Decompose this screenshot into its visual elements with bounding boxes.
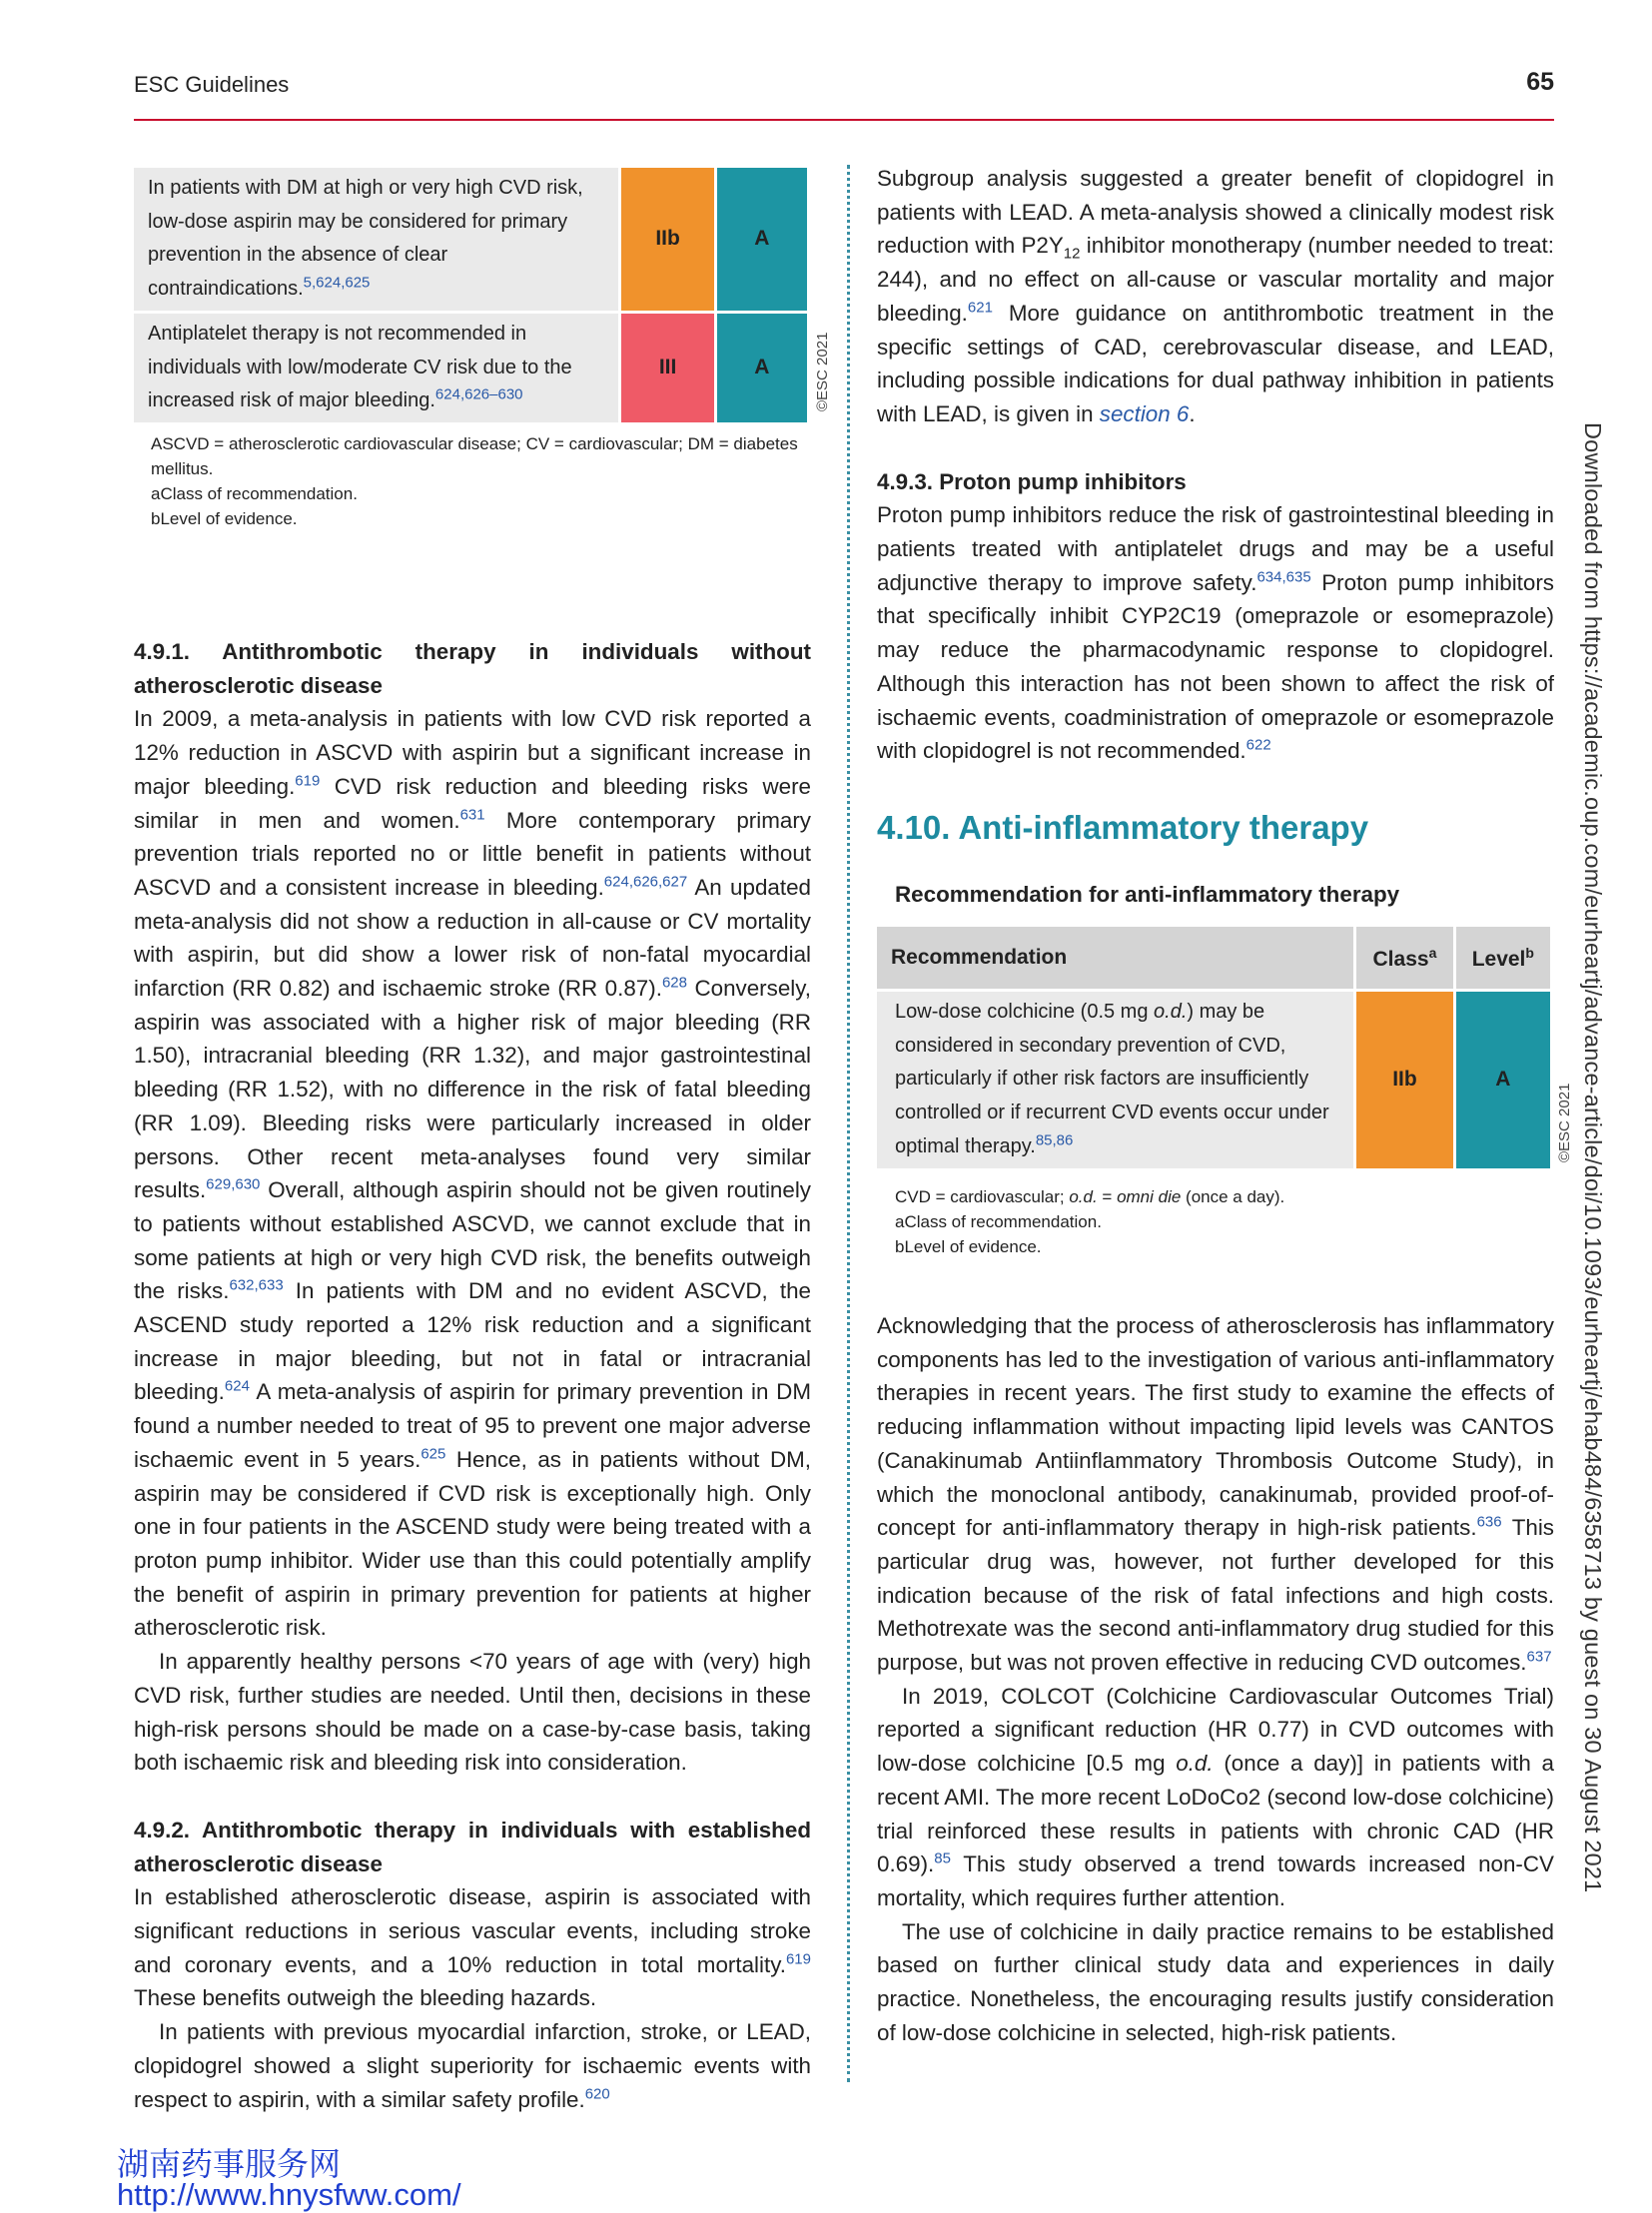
esc-copyright-tag: ©ESC 2021 xyxy=(814,332,831,411)
reference[interactable]: 637 xyxy=(1526,1648,1552,1666)
level-badge: A xyxy=(714,168,807,314)
journal-header: ESC Guidelines xyxy=(134,72,290,97)
reference[interactable]: 634,635 xyxy=(1256,568,1311,586)
recommendation-table-colchicine xyxy=(877,927,1550,1168)
footnote: bLevel of evidence. xyxy=(895,1237,1042,1256)
column-header: Level$^b$ xyxy=(1453,927,1550,992)
site-name: 湖南药事服务网 xyxy=(117,2145,342,2183)
paragraph: Proton pump inhibitors reduce the risk of gastrointestinal bleeding in patients treated with antiplatelet drugs and may be a useful adjunctive therapy to improve safety.$^{634,635}$ Proton pump inhibitors that specifically inhibit CYP2C19 (omeprazole or esomeprazole) may reduce the pharmacodynamic response to clopidogrel. Although this interaction has not been shown to affect the risk of ischaemic events, coadministration of omeprazole or esomeprazole with clopidogrel is not recommended.$^{622}$ xyxy=(877,502,1554,764)
site-url-link[interactable]: http://www.hnysfww.com/ xyxy=(117,2177,461,2212)
paragraph: Acknowledging that the process of atherosclerosis has inflammatory components has led to the investigation of various anti-inflammatory therapies in recent years. The first study to examine the effects of reducing inflammation without impacting lipid levels was CANTOS (Canakinumab Antiinflammatory Thrombosis Outcome Study), in which the monoclonal antibody, canakinumab, provided proof-of-concept for anti-inflammatory therapy in high-risk patients.$^{636}$ This particular drug was, however, not further developed for this indication because of the risk of fatal infections and high costs. Methotrexate was the second anti-inflammatory drug studied for this purpose, but was not proven effective in reducing CVD outcomes.$^{637}$ xyxy=(877,1313,1554,1676)
class-badge: IIb xyxy=(1353,992,1452,1168)
right-column-bottom xyxy=(877,1309,1554,2049)
column-header: Recommendation xyxy=(877,927,1353,992)
section-title: 4.10. Anti-inflammatory therapy xyxy=(877,809,1369,846)
table-row xyxy=(134,314,807,422)
section-heading: 4.9.1. Antithrombotic therapy in individuals without atherosclerotic disease xyxy=(134,639,811,698)
column-header: Class$^a$ xyxy=(1353,927,1452,992)
footnote: bLevel of evidence. xyxy=(151,509,298,528)
reference[interactable]: 632,633 xyxy=(229,1276,284,1294)
paragraph: In 2019, COLCOT (Colchicine Cardiovascular Outcomes Trial) reported a significant reduction (HR 0.77) in CVD outcomes with low-dose colchicine [0.5 mg o.d. (once a day)] in patients with a recent AMI. The more recent LoDoCo2 (second low-dose colchicine) trial reinforced these results in patients with chronic CAD (HR 0.69).$^{85}$ This study observed a trend towards increased non-CV mortality, which requires further attention. xyxy=(877,1683,1554,1910)
reference[interactable]: 621 xyxy=(967,299,993,317)
recommendation-text: Antiplatelet therapy is not recommended in individuals with low/moderate CV risk due to the increased risk of major bleeding.$^{624,626-630}$ xyxy=(134,314,618,422)
reference[interactable]: 628 xyxy=(661,974,687,992)
table-footnotes xyxy=(151,431,800,531)
reference[interactable]: 636 xyxy=(1476,1513,1502,1531)
table-row xyxy=(877,992,1550,1168)
footnote: ASCVD = atherosclerotic cardiovascular disease; CV = cardiovascular; DM = diabetes mellitus. xyxy=(151,434,798,478)
right-column-top xyxy=(877,162,1554,768)
page-number: 65 xyxy=(1526,68,1554,96)
class-badge: IIb xyxy=(618,168,713,314)
level-badge: A xyxy=(1453,992,1550,1168)
level-badge: A xyxy=(714,314,807,422)
recommendation-text: In patients with DM at high or very high CVD risk, low-dose aspirin may be considered for primary prevention in the absence of clear contraindications.$^{5,624,625}$ xyxy=(134,168,618,314)
header-rule xyxy=(134,119,1554,121)
column-divider xyxy=(847,165,850,2082)
reference[interactable]: 624,626–630 xyxy=(434,385,523,403)
section-link[interactable]: section 6 xyxy=(1099,400,1190,426)
section-heading: 4.9.2. Antithrombotic therapy in individuals with established atherosclerotic disease xyxy=(134,1817,811,1876)
reference[interactable]: 629,630 xyxy=(206,1175,261,1193)
reference[interactable]: 624 xyxy=(224,1378,250,1395)
paragraph: The use of colchicine in daily practice remains to be established based on further clinical study data and experiences in daily practice. Nonetheless, the encouraging results justify consideration of low-dose colchicine in selected, high-risk patients. xyxy=(877,1918,1554,2045)
reference[interactable]: 631 xyxy=(459,806,485,824)
paragraph: In established atherosclerotic disease, aspirin is associated with significant reductions in serious vascular events, including stroke and coronary events, and a 10% reduction in total mortality.$^{619}$ These benefits outweigh the bleeding hazards. xyxy=(134,1884,811,2011)
footnote: CVD = cardiovascular; o.d. = omni die (once a day). xyxy=(895,1187,1285,1206)
table-row xyxy=(134,168,807,314)
paragraph: In apparently healthy persons <70 years of age with (very) high CVD risk, further studies are needed. Until then, decisions in these high-risk persons should be made on a case-by-case basis, taking both ischaemic risk and bleeding risk into consideration. xyxy=(134,1649,811,1776)
paragraph: Subgroup analysis suggested a greater benefit of clopidogrel in patients with LEAD. A meta-analysis showed a clinically modest risk reduction with $P2Y_{12}$ inhibitor monotherapy (number needed to treat: 244), and no effect on all-cause or vascular mortality and major bleeding.$^{621}$ More guidance on antithrombotic treatment in the specific settings of CAD, cerebrovascular disease, and LEAD, including possible indications for dual pathway inhibition in patients with LEAD, is given in section 6. xyxy=(877,166,1554,426)
esc-copyright-tag: ©ESC 2021 xyxy=(1556,1083,1573,1162)
reference[interactable]: 622 xyxy=(1245,736,1271,754)
table-header-row xyxy=(877,927,1550,992)
footnote: aClass of recommendation. xyxy=(151,484,358,503)
paragraph: In patients with previous myocardial infarction, stroke, or LEAD, clopidogrel showed a slight superiority for ischaemic events with respect to aspirin, with a similar safety profile.$^{620}$ xyxy=(134,2019,811,2112)
reference[interactable]: 624,626,627 xyxy=(603,873,688,891)
download-watermark: Downloaded from https://academic.oup.com/eurheartj/advance-article/doi/10.1093/eurheartj/ehab484/6358713 by guest on 30 August 2021 xyxy=(1580,422,1606,1893)
footnote: aClass of recommendation. xyxy=(895,1212,1102,1231)
reference[interactable]: 619 xyxy=(785,1950,811,1968)
section-heading: 4.9.3. Proton pump inhibitors xyxy=(877,468,1187,494)
recommendation-text: Low-dose colchicine (0.5 mg o.d.) may be considered in secondary prevention of CVD, particularly if other risk factors are insufficiently controlled or if recurrent CVD events occur under optimal therapy.$^{85,86}$ xyxy=(877,992,1353,1168)
reference[interactable]: 620 xyxy=(584,2085,610,2103)
paragraph: In 2009, a meta-analysis in patients with low CVD risk reported a 12% reduction in ASCVD with aspirin but a significant increase in major bleeding.$^{619}$ CVD risk reduction and bleeding risks were similar in men and women.$^{631}$ More contemporary primary prevention trials reported no or little benefit in patients without ASCVD and a consistent increase in bleeding.$^{624,626,627}$ An updated meta-analysis did not show a reduction in all-cause or CV mortality with aspirin, but did show a lower risk of non-fatal myocardial infarction (RR 0.82) and ischaemic stroke (RR 0.87).$^{628}$ Conversely, aspirin was associated with a higher risk of major bleeding (RR 1.50), intracranial bleeding (RR 1.32), and major gastrointestinal bleeding (RR 1.52), with no difference in the risk of fatal bleeding (RR 1.09). Bleeding risks were particularly increased in older persons. Other recent meta-analyses found very similar results.$^{629,630}$ Overall, although aspirin should not be given routinely to patients without established ASCVD, we cannot exclude that in some patients at high or very high CVD risk, the benefits outweigh the risks.$^{632,633}$ In patients with DM and no evident ASCVD, the ASCEND study reported a 12% risk reduction and a significant increase in major bleeding, but not in fatal or intracranial bleeding.$^{624}$ A meta-analysis of aspirin for primary prevention in DM found a number needed to treat of 95 to prevent one major adverse ischaemic event in 5 years.$^{625}$ Hence, as in patients without DM, aspirin may be considered if CVD risk is exceptionally high. Only one in four patients in the ASCEND study were being treated with a proton pump inhibitor. Wider use than this could potentially amplify the benefit of aspirin in primary prevention for patients at higher atherosclerotic risk. xyxy=(134,706,811,1641)
reference[interactable]: 619 xyxy=(295,772,321,790)
reference[interactable]: 85 xyxy=(934,1849,951,1867)
reference[interactable]: 625 xyxy=(420,1445,446,1463)
recommendation-table-aspirin xyxy=(134,168,807,422)
class-badge: III xyxy=(618,314,713,422)
reference[interactable]: 5,624,625 xyxy=(303,274,371,292)
left-column xyxy=(134,635,811,2116)
reference[interactable]: 85,86 xyxy=(1035,1131,1074,1149)
table-footnotes xyxy=(895,1184,1544,1259)
recommendation-table-title: Recommendation for anti-inflammatory therapy xyxy=(895,882,1400,907)
